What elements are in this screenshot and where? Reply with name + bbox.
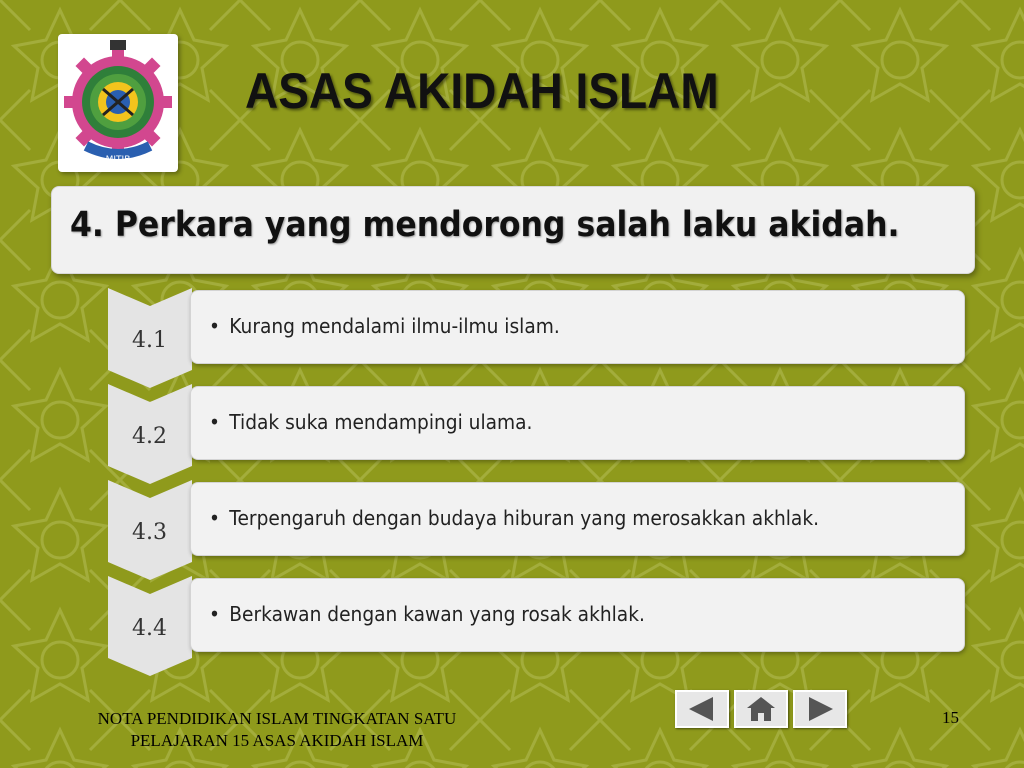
- item-label: Tidak suka mendampingi ulama.: [229, 410, 533, 434]
- home-button[interactable]: [734, 690, 788, 728]
- footer-line-1: NOTA PENDIDIKAN ISLAM TINGKATAN SATU: [97, 709, 457, 728]
- logo-text: MITIB: [105, 155, 131, 165]
- list-item: [108, 576, 968, 676]
- item-box: [190, 290, 965, 364]
- footer-line-2: PELAJARAN 15 ASAS AKIDAH ISLAM: [130, 731, 424, 750]
- prev-slide-button[interactable]: [675, 690, 729, 728]
- list-item: [108, 480, 968, 580]
- heading-box: [51, 186, 975, 274]
- item-text: • Terpengaruh dengan budaya hiburan yang merosakkan akhlak.: [209, 506, 820, 530]
- arrow-left-icon: [677, 692, 727, 726]
- item-number: 4.4: [132, 616, 167, 641]
- item-box: [190, 482, 965, 556]
- item-label: Terpengaruh dengan budaya hiburan yang merosakkan akhlak.: [229, 506, 820, 530]
- list-item: [108, 384, 968, 484]
- page-number: 15: [942, 708, 959, 727]
- item-text: • Berkawan dengan kawan yang rosak akhlak.: [209, 602, 645, 626]
- home-icon: [736, 692, 786, 726]
- item-text: • Kurang mendalami ilmu-ilmu islam.: [209, 314, 560, 338]
- slide-heading: 4. Perkara yang mendorong salah laku akidah.: [70, 205, 900, 245]
- item-box: [190, 578, 965, 652]
- item-label: Kurang mendalami ilmu-ilmu islam.: [229, 314, 560, 338]
- next-slide-button[interactable]: [793, 690, 847, 728]
- footer-text: [62, 708, 492, 752]
- list-item: [108, 288, 968, 388]
- item-text: • Tidak suka mendampingi ulama.: [209, 410, 533, 434]
- school-logo: [58, 34, 178, 172]
- item-number: 4.1: [132, 328, 167, 353]
- item-label: Berkawan dengan kawan yang rosak akhlak.: [229, 602, 645, 626]
- school-crest-icon: [58, 34, 178, 172]
- item-number: 4.3: [132, 520, 167, 545]
- item-number: 4.2: [132, 424, 167, 449]
- slide-title: ASAS AKIDAH ISLAM: [245, 63, 719, 119]
- item-box: [190, 386, 965, 460]
- arrow-right-icon: [795, 692, 845, 726]
